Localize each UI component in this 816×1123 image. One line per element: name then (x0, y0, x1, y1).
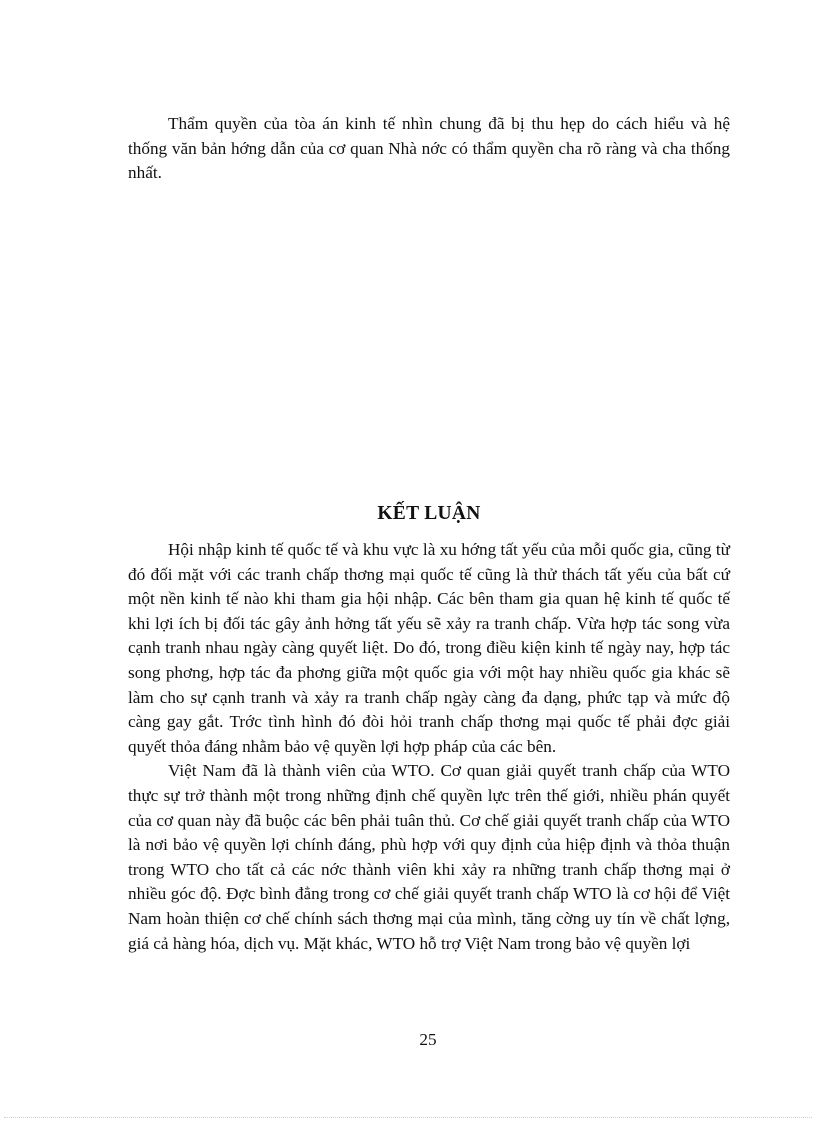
conclusion-section (128, 538, 730, 956)
section-heading: KẾT LUẬN (377, 503, 481, 524)
intro-paragraph: Thẩm quyền của tòa án kinh tế nhìn chung đã bị thu hẹp do cách hiểu và hệ thống văn bản hớng dẫn của cơ quan Nhà nớc có thẩm quyền cha rõ ràng và cha thống nhất. (128, 114, 730, 183)
conclusion-paragraph-2: Việt Nam đã là thành viên của WTO. Cơ quan giải quyết tranh chấp của WTO thực sự trở thành một trong những định chế quyền lực trên thế giới, nhiều phán quyết của cơ quan này đã buộc các bên phải tuân thủ. Cơ chế giải quyết tranh chấp của WTO là nơi bảo vệ quyền lợi chính đáng, phù hợp với quy định của hiệp định và thỏa thuận trong WTO cho tất cả các nớc thành viên khi xảy ra những tranh chấp thơng mại ở nhiều góc độ. Đợc bình đẳng trong cơ chế giải quyết tranh chấp WTO là cơ hội để Việt Nam hoàn thiện cơ chế chính sách thơng mại của mình, tăng cờng uy tín về chất lợng, giá cả hàng hóa, dịch vụ. Mặt khác, WTO hỗ trợ Việt Nam trong bảo vệ quyền lợi (128, 761, 730, 953)
page-number: 25 (419, 1030, 437, 1049)
conclusion-paragraph-1: Hội nhập kinh tế quốc tế và khu vực là xu hớng tất yếu của mỗi quốc gia, cũng từ đó đối mặt với các tranh chấp thơng mại quốc tế cũng là thử thách tất yếu của bất cứ một nền kinh tế nào khi tham gia hội nhập. Các bên tham gia quan hệ kinh tế quốc tế khi lợi ích bị đối tác gây ảnh hởng tất yếu sẽ xảy ra tranh chấp. Vừa hợp tác song vừa cạnh tranh nhau ngày càng quyết liệt. Do đó, trong điều kiện kinh tế ngày nay, hợp tác song phơng, hợp tác đa phơng giữa một quốc gia với một hay nhiều quốc gia khác sẽ làm cho sự cạnh tranh và xảy ra tranh chấp ngày càng đa dạng, phức tạp và mức độ càng gay gắt. Trớc tình hình đó đòi hỏi tranh chấp thơng mại quốc tế phải đợc giải quyết thỏa đáng nhằm bảo vệ quyền lợi hợp pháp của các bên. (128, 540, 730, 756)
page-bottom-rule (4, 1117, 812, 1118)
intro-section (128, 112, 730, 186)
